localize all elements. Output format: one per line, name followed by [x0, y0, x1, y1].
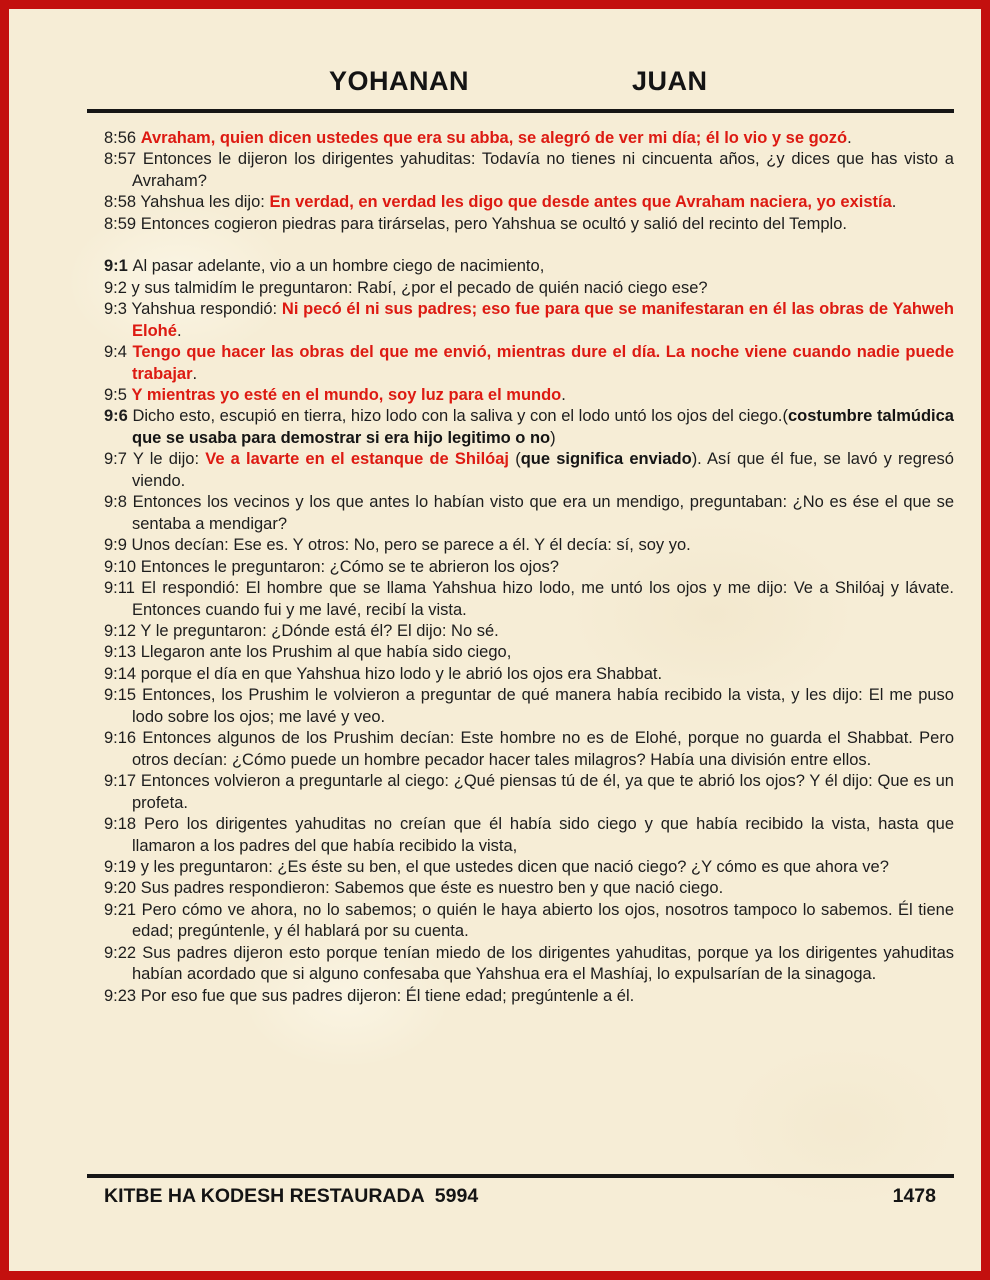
verse-number: 9:16	[104, 729, 143, 748]
page-title-juan: JUAN	[632, 66, 708, 96]
verse-9-10	[104, 557, 954, 578]
verse-number: 9:10	[104, 557, 141, 576]
verse-list	[104, 128, 954, 1007]
verse-number: 9:12	[104, 621, 141, 640]
verse-8-56	[104, 128, 954, 149]
verse-8-59	[104, 214, 954, 235]
verse-9-22	[104, 943, 954, 986]
verse-number: 9:23	[104, 986, 141, 1005]
verse-text: Entonces volvieron a preguntarle al ciego: ¿Qué piensas tú de él, ya que te abrió los ojos? Y él dijo: Que es un profeta.	[132, 772, 954, 812]
verse-number: 8:56	[104, 129, 141, 147]
verse-9-8	[104, 492, 954, 535]
verse-text: El respondió: El hombre que se llama Yahshua hizo lodo, me untó los ojos y me dijo: Ve a Shilóaj y lávate. Entonces cuando fui y me lavé, recibí la vista.	[132, 579, 954, 619]
verse-text: .	[192, 364, 198, 383]
verse-text: Y le preguntaron: ¿Dónde está él? El dijo: No sé.	[140, 621, 499, 640]
verse-9-21	[104, 900, 954, 943]
verse-text: Entonces le dijeron los dirigentes yahuditas: Todavía no tienes ni cincuenta años, ¿y dices que has visto a Avraham?	[132, 150, 954, 190]
speech-red-text: Ve a lavarte en el estanque de Shilóaj	[205, 450, 509, 469]
verse-number: 8:59	[104, 214, 141, 233]
verse-number: 8:57	[104, 150, 143, 169]
verse-9-4	[104, 342, 954, 385]
verse-9-19	[104, 857, 954, 878]
verse-text: Pero cómo ve ahora, no lo sabemos; o quién le haya abierto los ojos, nosotros tampoco lo sabemos. Él tiene edad; pregúntenle, y él hablará por su cuenta.	[132, 900, 954, 941]
verse-text: Sus padres dijeron esto porque tenían miedo de los dirigentes yahuditas, porque ya los dirigentes yahuditas habían acordado que si alguno confesaba que Yahshua era el Mashíaj, lo expulsarían de la sinagoga.	[132, 943, 954, 984]
verse-text: ). Así que él fue, se lavó y regresó viendo.	[132, 450, 954, 490]
verse-number: 9:9	[104, 536, 132, 555]
verse-9-2	[104, 278, 954, 299]
verse-9-20	[104, 878, 954, 899]
verse-number: 9:14	[104, 664, 141, 683]
footer-rule	[87, 1174, 954, 1178]
verse-text: y sus talmidím le preguntaron: Rabí, ¿por el pecado de quién nació ciego ese?	[131, 278, 708, 297]
verse-text: Pero los dirigentes yahuditas no creían que él había sido ciego y que había recibido la vista, hasta que llamaron a los padres del que había recibido la vista,	[132, 815, 954, 855]
verse-text: Yahshua respondió:	[131, 300, 282, 319]
verse-number: 9:13	[104, 643, 141, 662]
verse-text: .	[847, 129, 852, 147]
bold-note-text: que significa enviado	[520, 450, 692, 469]
verse-9-14	[104, 664, 954, 685]
verse-9-12	[104, 621, 954, 642]
verse-text: Llegaron ante los Prushim al que había sido ciego,	[140, 643, 512, 662]
verse-number: 9:21	[104, 900, 142, 919]
speech-red-text: Tengo que hacer las obras del que me envió, mientras dure el día. La noche viene cuando nadie puede trabajar	[132, 343, 955, 383]
verse-number: 9:1	[104, 257, 133, 276]
verse-text: Y le dijo:	[132, 450, 206, 469]
verse-text: y les preguntaron: ¿Es éste su ben, el que ustedes dicen que nació ciego? ¿Y cómo es que ahora ve?	[140, 857, 889, 876]
verse-text: Por eso fue que sus padres dijeron: Él tiene edad; pregúntenle a él.	[140, 986, 635, 1005]
verse-text: .	[561, 385, 566, 404]
verse-number: 9:6	[104, 407, 133, 426]
verse-9-13	[104, 642, 954, 663]
verse-text: Entonces, los Prushim le volvieron a preguntar de qué manera había recibido la vista, y les dijo: El me puso lodo sobre los ojos; me lavé y veo.	[132, 686, 954, 726]
verse-9-11	[104, 578, 954, 621]
footer-book-title: KITBE HA KODESH RESTAURADA 5994	[104, 1185, 479, 1207]
verse-9-7	[104, 449, 954, 492]
verse-number: 9:8	[104, 493, 133, 512]
verse-9-16	[104, 728, 954, 771]
verse-number: 9:2	[104, 278, 132, 297]
verse-text: (	[509, 450, 521, 469]
verse-text: Entonces algunos de los Prushim decían: Este hombre no es de Elohé, porque no guarda el Shabbat. Pero otros decían: ¿Cómo puede un hombre pecador hacer tales milagros? Había una división entre ellos.	[132, 729, 954, 769]
verse-9-5	[104, 385, 954, 406]
verse-9-6	[104, 406, 954, 449]
verse-number: 9:18	[104, 815, 145, 834]
verse-number: 9:3	[104, 300, 132, 319]
verse-text: Entonces le preguntaron: ¿Cómo se te abrieron los ojos?	[140, 557, 559, 576]
verse-9-1	[104, 256, 954, 277]
verse-text: .	[891, 193, 897, 212]
verse-text: porque el día en que Yahshua hizo lodo y le abrió los ojos era Shabbat.	[140, 664, 663, 683]
speech-red-text: Avraham, quien dicen ustedes que era su abba, se alegró de ver mi día; él lo vio y se gozó	[140, 129, 848, 147]
verse-text: Unos decían: Ese es. Y otros: No, pero se parece a él. Y él decía: sí, soy yo.	[131, 536, 691, 555]
verse-text: Entonces cogieron piedras para tirárselas, pero Yahshua se ocultó y salió del recinto del Templo.	[140, 214, 847, 233]
verse-number: 9:22	[104, 943, 143, 962]
verse-8-57	[104, 149, 954, 192]
verse-9-17	[104, 771, 954, 814]
verse-number: 8:58	[104, 193, 141, 212]
verse-text: )	[550, 428, 556, 447]
verse-8-58	[104, 192, 954, 213]
speech-red-text: Ni pecó él ni sus padres; eso fue para que se manifestaran en él las obras de Yahweh Elohé	[132, 300, 954, 340]
verse-number: 9:15	[104, 686, 143, 705]
verse-number: 9:19	[104, 857, 141, 876]
verse-text: Sus padres respondieron: Sabemos que éste es nuestro ben y que nació ciego.	[140, 879, 724, 898]
speech-red-text: En verdad, en verdad les digo que desde antes que Avraham naciera, yo existía	[269, 193, 892, 212]
verse-text: Yahshua les dijo:	[140, 193, 270, 212]
header-rule	[87, 109, 954, 113]
verse-9-18	[104, 814, 954, 857]
verse-text: Al pasar adelante, vio a un hombre ciego de nacimiento,	[132, 257, 545, 276]
verse-number: 9:20	[104, 879, 141, 898]
verse-text: Dicho esto, escupió en tierra, hizo lodo con la saliva y con el lodo untó los ojos del ciego.(	[132, 407, 788, 426]
footer-page-number: 1478	[892, 1185, 936, 1207]
verse-9-9	[104, 535, 954, 556]
verse-number: 9:5	[104, 385, 132, 404]
page-title-yohanan: YOHANAN	[329, 66, 470, 96]
verse-text: Entonces los vecinos y los que antes lo habían visto que era un mendigo, preguntaban: ¿No es ése el que se sentaba a mendigar?	[132, 493, 954, 533]
verse-9-15	[104, 685, 954, 728]
bold-note-text: costumbre talmúdica que se usaba para demostrar si era hijo legitimo o no	[132, 407, 954, 447]
verse-text: .	[176, 321, 182, 340]
verse-9-23	[104, 986, 954, 1007]
verse-number: 9:17	[104, 772, 141, 791]
verse-number: 9:7	[104, 450, 133, 469]
verse-number: 9:11	[104, 579, 142, 598]
speech-red-text: Y mientras yo esté en el mundo, soy luz para el mundo	[131, 385, 562, 404]
verse-9-3	[104, 299, 954, 342]
verse-number: 9:4	[104, 343, 133, 362]
